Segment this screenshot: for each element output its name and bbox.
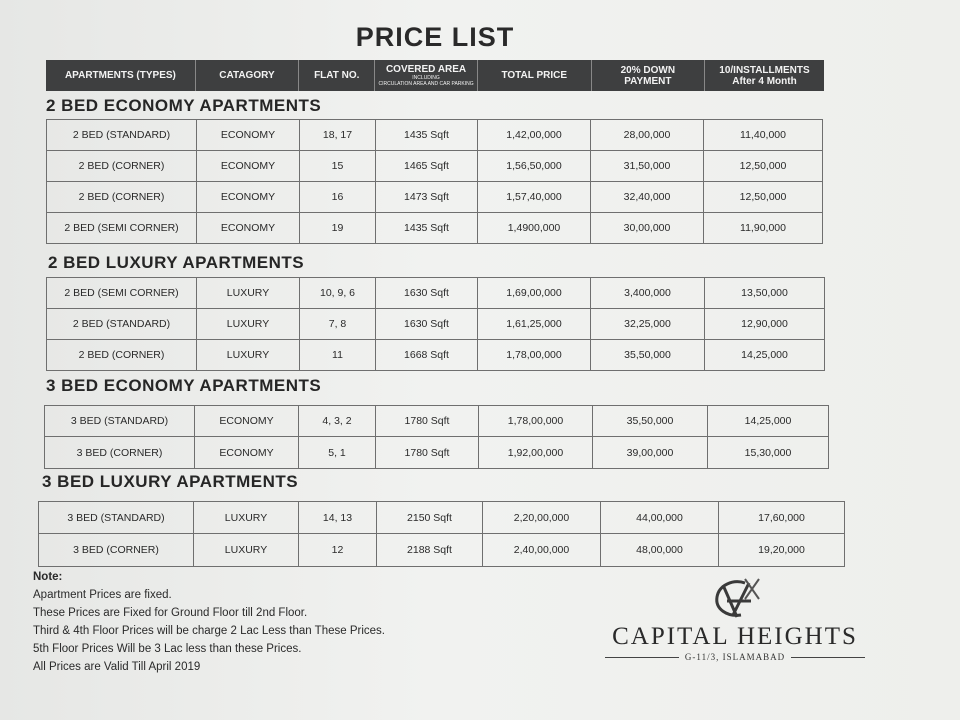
cell-type: 3 BED (CORNER) [45,437,195,469]
cell-down-payment: 31,50,000 [591,151,704,182]
cell-installment: 12,50,000 [704,182,823,213]
header-total-price: TOTAL PRICE [478,60,592,91]
cell-type: 3 BED (STANDARD) [39,502,194,534]
cell-category: ECONOMY [197,120,300,151]
cell-installment: 12,50,000 [704,151,823,182]
cell-area: 2150 Sqft [377,502,483,534]
table-row [39,534,845,567]
section-title-3bed-economy: 3 BED ECONOMY APARTMENTS [46,376,322,395]
table-3bed-luxury [38,501,845,567]
cell-installment: 14,25,000 [705,340,825,371]
cell-total-price: 1,69,00,000 [478,278,591,309]
cell-category: LUXURY [197,340,300,371]
cell-down-payment: 32,40,000 [591,182,704,213]
cell-total-price: 1,92,00,000 [479,437,593,469]
cell-category: ECONOMY [195,437,299,469]
cell-installment: 15,30,000 [708,437,829,469]
cell-area: 1435 Sqft [376,213,478,244]
cell-installment: 11,40,000 [704,120,823,151]
table-row [47,120,823,151]
table-3bed-economy [44,405,829,469]
table-row [47,278,825,309]
ch-monogram-icon [705,577,765,621]
cell-down-payment: 39,00,000 [593,437,708,469]
cell-category: LUXURY [194,502,299,534]
cell-installment: 17,60,000 [719,502,845,534]
cell-type: 2 BED (SEMI CORNER) [47,278,197,309]
page-title: PRICE LIST [355,22,515,52]
brand-location-row [605,652,865,662]
cell-area: 1780 Sqft [376,406,479,437]
header-apartment-types: APARTMENTS (TYPES) [46,60,196,91]
cell-down-payment: 35,50,000 [593,406,708,437]
cell-flat-no: 5, 1 [299,437,376,469]
cell-flat-no: 7, 8 [300,309,376,340]
table-header [46,60,824,91]
header-category: CATAGORY [196,60,299,91]
cell-type: 3 BED (CORNER) [39,534,194,567]
cell-total-price: 1,61,25,000 [478,309,591,340]
cell-category: ECONOMY [195,406,299,437]
cell-area: 1473 Sqft [376,182,478,213]
cell-flat-no: 4, 3, 2 [299,406,376,437]
cell-down-payment: 30,00,000 [591,213,704,244]
header-covered-area: COVERED AREA INCLUDING CIRCULATION AREA AND CAR PARKING [375,60,477,91]
cell-area: 1668 Sqft [376,340,478,371]
capital-heights-logo [605,577,865,677]
cell-type: 2 BED (CORNER) [47,182,197,213]
divider [791,657,865,658]
cell-total-price: 1,78,00,000 [479,406,593,437]
table-row [39,502,845,534]
cell-installment: 14,25,000 [708,406,829,437]
table-row [45,406,829,437]
cell-category: LUXURY [194,534,299,567]
cell-type: 2 BED (STANDARD) [47,309,197,340]
cell-total-price: 2,20,00,000 [483,502,601,534]
brand-name: CAPITAL HEIGHTS [612,623,858,650]
notes-block [33,568,385,676]
cell-flat-no: 15 [300,151,376,182]
cell-category: LUXURY [197,309,300,340]
cell-flat-no: 16 [300,182,376,213]
cell-type: 2 BED (CORNER) [47,151,197,182]
cell-total-price: 1,4900,000 [478,213,591,244]
divider [605,657,679,658]
note-line: Apartment Prices are fixed. [33,589,172,601]
section-title-2bed-luxury: 2 BED LUXURY APARTMENTS [48,253,305,272]
cell-flat-no: 18, 17 [300,120,376,151]
cell-total-price: 1,57,40,000 [478,182,591,213]
section-title-2bed-economy: 2 BED ECONOMY APARTMENTS [46,96,322,115]
note-line: 5th Floor Prices Will be 3 Lac less than these Prices. [33,643,302,655]
cell-total-price: 2,40,00,000 [483,534,601,567]
cell-installment: 11,90,000 [704,213,823,244]
cell-flat-no: 12 [299,534,377,567]
cell-area: 2188 Sqft [377,534,483,567]
table-2bed-luxury [46,277,825,371]
header-flat-no: FLAT NO. [299,60,375,91]
header-down-payment: 20% DOWN PAYMENT [592,60,705,91]
table-2bed-economy [46,119,823,244]
cell-type: 3 BED (STANDARD) [45,406,195,437]
cell-area: 1465 Sqft [376,151,478,182]
cell-down-payment: 44,00,000 [601,502,719,534]
cell-flat-no: 10, 9, 6 [300,278,376,309]
cell-total-price: 1,78,00,000 [478,340,591,371]
cell-installment: 13,50,000 [705,278,825,309]
cell-area: 1780 Sqft [376,437,479,469]
table-row [47,151,823,182]
cell-flat-no: 11 [300,340,376,371]
cell-flat-no: 19 [300,213,376,244]
note-line: These Prices are Fixed for Ground Floor till 2nd Floor. [33,607,308,619]
cell-installment: 19,20,000 [719,534,845,567]
cell-type: 2 BED (CORNER) [47,340,197,371]
cell-category: LUXURY [197,278,300,309]
cell-area: 1630 Sqft [376,309,478,340]
table-row [47,340,825,371]
cell-category: ECONOMY [197,182,300,213]
section-title-3bed-luxury: 3 BED LUXURY APARTMENTS [42,472,299,491]
cell-down-payment: 48,00,000 [601,534,719,567]
cell-type: 2 BED (STANDARD) [47,120,197,151]
table-row [47,182,823,213]
table-row [47,309,825,340]
cell-area: 1630 Sqft [376,278,478,309]
cell-down-payment: 3,400,000 [591,278,705,309]
note-line: Third & 4th Floor Prices will be charge 2 Lac Less than These Prices. [33,625,385,637]
cell-down-payment: 28,00,000 [591,120,704,151]
cell-total-price: 1,42,00,000 [478,120,591,151]
cell-down-payment: 32,25,000 [591,309,705,340]
cell-category: ECONOMY [197,151,300,182]
brand-location: G-11/3, ISLAMABAD [684,652,786,662]
cell-area: 1435 Sqft [376,120,478,151]
table-row [45,437,829,469]
cell-installment: 12,90,000 [705,309,825,340]
notes-heading: Note: [33,571,63,583]
note-line: All Prices are Valid Till April 2019 [33,661,201,673]
cell-flat-no: 14, 13 [299,502,377,534]
cell-type: 2 BED (SEMI CORNER) [47,213,197,244]
header-installments: 10/INSTALLMENTS After 4 Month [719,64,810,87]
table-row [47,213,823,244]
cell-total-price: 1,56,50,000 [478,151,591,182]
cell-category: ECONOMY [197,213,300,244]
cell-down-payment: 35,50,000 [591,340,705,371]
